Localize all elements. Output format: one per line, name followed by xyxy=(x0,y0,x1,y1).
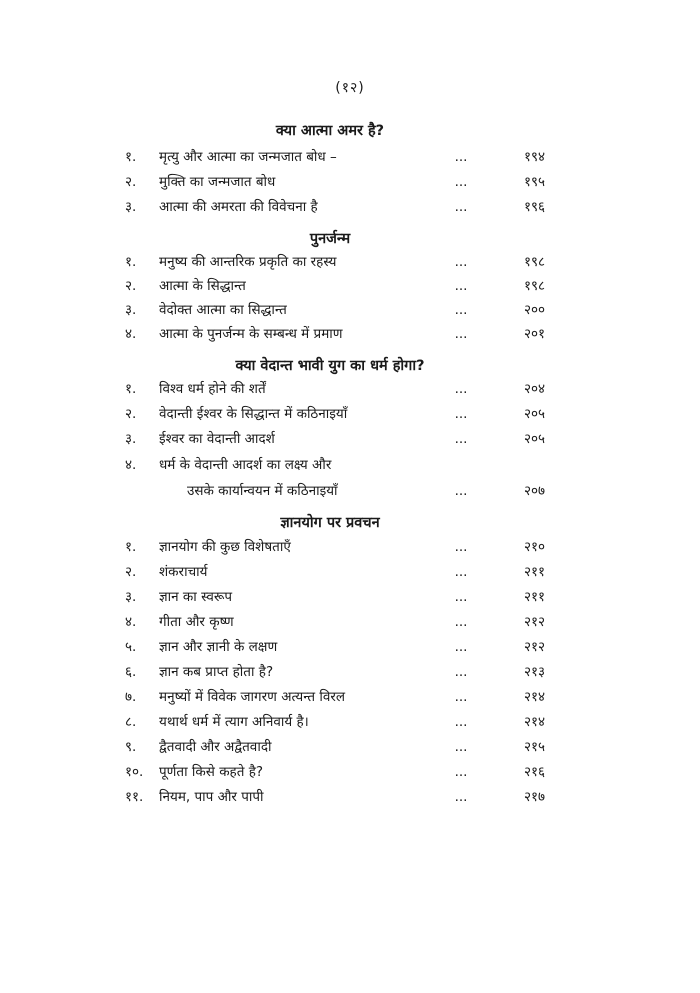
toc-entry xyxy=(125,735,545,759)
toc-entry xyxy=(125,535,545,559)
entry-title: ज्ञान का स्वरूप xyxy=(159,589,233,605)
toc-entry xyxy=(125,402,545,426)
entry-page: १९८ xyxy=(523,278,545,294)
entry-page: १९८ xyxy=(523,254,545,270)
entry-number: २. xyxy=(125,406,137,422)
entry-title: नियम, पाप और पापी xyxy=(159,789,264,805)
entry-title: पूर्णता किसे कहते है? xyxy=(159,764,264,780)
entry-page: २१२ xyxy=(523,614,545,630)
entry-title: यथार्थ धर्म में त्याग अनिवार्य है। xyxy=(159,714,309,730)
section-heading: पुनर्जन्म xyxy=(309,231,351,247)
toc-entry xyxy=(125,377,545,401)
entry-title: ज्ञान और ज्ञानी के लक्षण xyxy=(159,639,278,655)
toc-entry xyxy=(125,560,545,584)
toc-entry xyxy=(125,195,545,219)
entry-title: आत्मा के पुनर्जन्म के सम्बन्ध में प्रमाण xyxy=(159,326,343,342)
toc-entry xyxy=(125,660,545,684)
leader-dots: ... xyxy=(454,149,468,165)
leader-dots: ... xyxy=(454,664,468,680)
entry-title: वेदान्ती ईश्वर के सिद्धान्त में कठिनाइयाँ xyxy=(159,406,348,422)
entry-page: २१२ xyxy=(523,639,545,655)
leader-dots: ... xyxy=(454,278,468,294)
toc-entry xyxy=(125,785,545,809)
leader-dots: ... xyxy=(454,789,468,805)
entry-page: २११ xyxy=(523,589,545,605)
leader-dots: ... xyxy=(454,254,468,270)
entry-page: २०७ xyxy=(523,483,545,499)
toc-entry xyxy=(125,635,545,659)
leader-dots: ... xyxy=(454,483,468,499)
entry-title: ज्ञान कब प्राप्त होता है? xyxy=(159,664,274,680)
toc-entry xyxy=(125,274,545,298)
leader-dots: ... xyxy=(454,381,468,397)
entry-title: शंकराचार्य xyxy=(159,564,208,580)
entry-title: आत्मा के सिद्धान्त xyxy=(159,278,246,294)
toc-entry xyxy=(125,145,545,169)
leader-dots: ... xyxy=(454,739,468,755)
toc-entry xyxy=(125,685,545,709)
entry-page: २११ xyxy=(523,564,545,580)
leader-dots: ... xyxy=(454,302,468,318)
entry-page: २१६ xyxy=(523,764,545,780)
entry-number: १०. xyxy=(125,764,144,780)
entry-number: १. xyxy=(125,381,137,397)
entry-title: मनुष्यों में विवेक जागरण अत्यन्त विरल xyxy=(159,689,346,705)
entry-number: ३. xyxy=(125,589,137,605)
leader-dots: ... xyxy=(454,639,468,655)
leader-dots: ... xyxy=(454,689,468,705)
entry-number: ११. xyxy=(125,789,144,805)
entry-number: ४. xyxy=(125,457,137,473)
entry-page: १९६ xyxy=(523,199,545,215)
entry-number: ५. xyxy=(125,639,137,655)
entry-page: २०४ xyxy=(523,381,545,397)
entry-number: २. xyxy=(125,174,137,190)
entry-page: २०१ xyxy=(523,326,545,342)
toc-entry xyxy=(125,585,545,609)
entry-page: २१० xyxy=(523,539,545,555)
entry-title: वेदोक्त आत्मा का सिद्धान्त xyxy=(159,302,287,318)
toc-entry xyxy=(125,453,545,477)
entry-title: मनुष्य की आन्तरिक प्रकृति का रहस्य xyxy=(159,254,337,270)
leader-dots: ... xyxy=(454,199,468,215)
entry-title: ज्ञानयोग की कुछ विशेषताएँ xyxy=(159,539,291,555)
leader-dots: ... xyxy=(454,539,468,555)
section-heading: ज्ञानयोग पर प्रवचन xyxy=(280,515,380,531)
leader-dots: ... xyxy=(454,406,468,422)
entry-number: ३. xyxy=(125,431,137,447)
entry-page: २१४ xyxy=(523,714,545,730)
toc-entry xyxy=(125,610,545,634)
entry-number: १. xyxy=(125,149,137,165)
entry-title: द्वैतवादी और अद्वैतवादी xyxy=(159,739,272,755)
toc-entry xyxy=(125,710,545,734)
entry-title: ईश्वर का वेदान्ती आदर्श xyxy=(159,431,275,447)
page-number: (१२) xyxy=(335,80,365,96)
entry-page: २०५ xyxy=(523,406,545,422)
toc-entry xyxy=(125,250,545,274)
leader-dots: ... xyxy=(454,714,468,730)
entry-number: ४. xyxy=(125,326,137,342)
entry-page: २१७ xyxy=(523,789,545,805)
entry-page: २१३ xyxy=(523,664,545,680)
leader-dots: ... xyxy=(454,326,468,342)
toc-entry xyxy=(125,322,545,346)
leader-dots: ... xyxy=(454,589,468,605)
entry-title: मृत्यु और आत्मा का जन्मजात बोध – xyxy=(159,149,337,165)
leader-dots: ... xyxy=(454,614,468,630)
entry-number: ९. xyxy=(125,739,137,755)
entry-number: १. xyxy=(125,539,137,555)
entry-title: धर्म के वेदान्ती आदर्श का लक्ष्य और xyxy=(159,457,332,473)
entry-title: विश्व धर्म होने की शर्तें xyxy=(159,381,266,397)
leader-dots: ... xyxy=(454,764,468,780)
entry-page: २१४ xyxy=(523,689,545,705)
toc-entry xyxy=(125,760,545,784)
entry-page: २०५ xyxy=(523,431,545,447)
toc-entry xyxy=(125,427,545,451)
entry-title: मुक्ति का जन्मजात बोध xyxy=(159,174,276,190)
entry-page: १९५ xyxy=(523,174,545,190)
entry-page: २०० xyxy=(523,302,545,318)
entry-number: ४. xyxy=(125,614,137,630)
entry-number: ६. xyxy=(125,664,137,680)
entry-number: २. xyxy=(125,278,137,294)
entry-title: गीता और कृष्ण xyxy=(159,614,234,630)
section-heading: क्या आत्मा अमर है? xyxy=(275,123,385,139)
section-heading: क्या वेदान्त भावी युग का धर्म होगा? xyxy=(235,358,425,374)
leader-dots: ... xyxy=(454,174,468,190)
toc-entry xyxy=(125,298,545,322)
leader-dots: ... xyxy=(454,431,468,447)
entry-title-continued: उसके कार्यान्वयन में कठिनाइयाँ xyxy=(187,483,338,499)
entry-number: ३. xyxy=(125,302,137,318)
entry-number: ८. xyxy=(125,714,137,730)
toc-entry xyxy=(125,170,545,194)
entry-number: ३. xyxy=(125,199,137,215)
entry-title: आत्मा की अमरता की विवेचना है xyxy=(159,199,318,215)
entry-number: २. xyxy=(125,564,137,580)
leader-dots: ... xyxy=(454,564,468,580)
entry-page: १९४ xyxy=(523,149,545,165)
entry-page: २१५ xyxy=(523,739,545,755)
entry-number: ७. xyxy=(125,689,137,705)
entry-number: १. xyxy=(125,254,137,270)
toc-entry-continuation xyxy=(125,479,545,503)
